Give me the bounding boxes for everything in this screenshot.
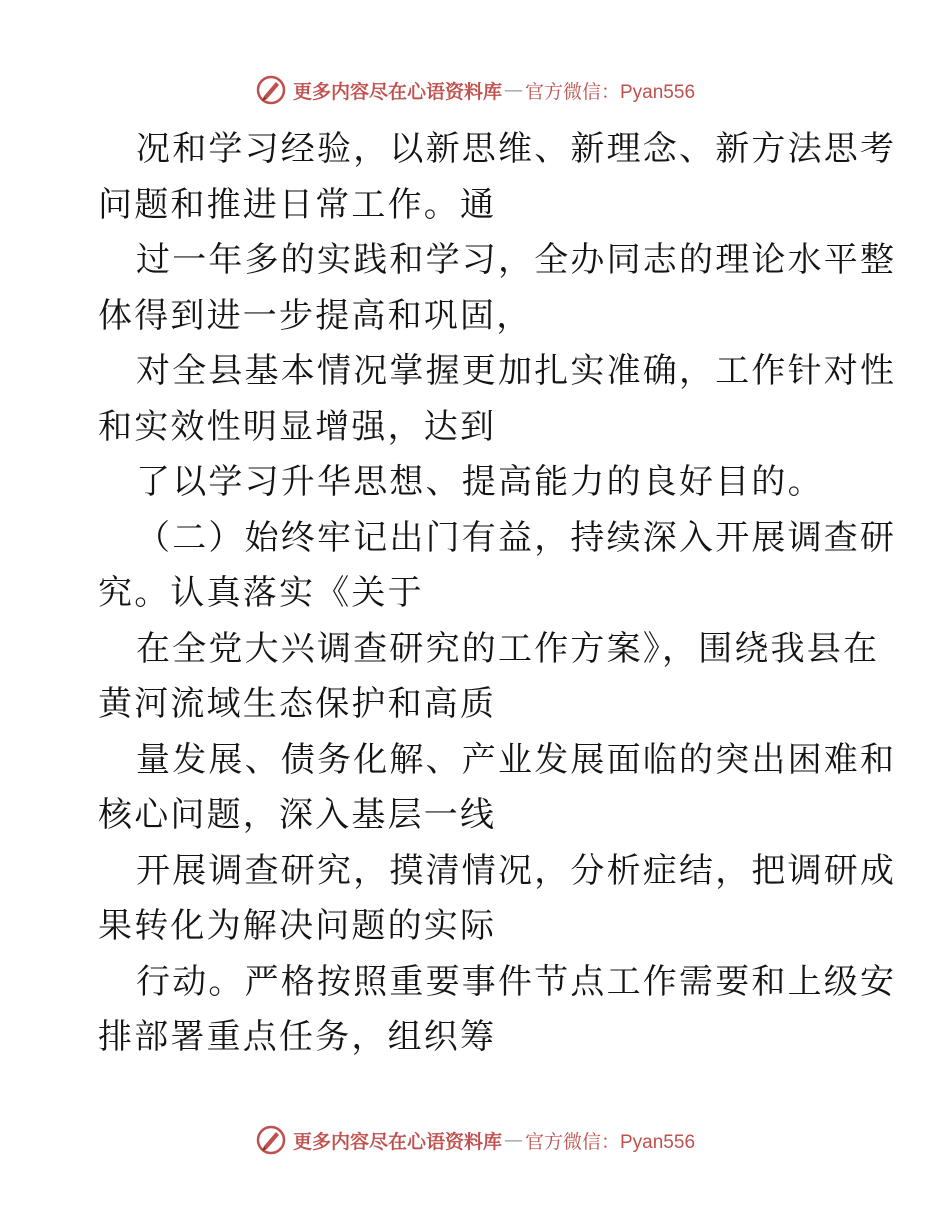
text-line: 究。认真落实《关于 <box>98 573 424 613</box>
document-body <box>98 122 897 1066</box>
paragraph <box>98 233 897 344</box>
text-line: 开展调查研究，摸清情况，分析症结，把调研成 <box>136 850 897 891</box>
text-line: 体得到进一步提高和巩固， <box>98 295 533 336</box>
paragraph <box>98 511 897 622</box>
paragraph <box>98 455 858 511</box>
watermark-sub-text: 官方微信：Pyan556 <box>525 81 696 103</box>
paragraph <box>98 844 897 955</box>
text-line: 和实效性明显增强，达到 <box>98 406 497 447</box>
text-line: 行动。严格按照重要事件节点工作需要和上级安 <box>136 961 897 1002</box>
text-line: 果转化为解决问题的实际 <box>98 906 497 946</box>
text-line: 黄河流域生态保护和高质 <box>98 684 497 724</box>
watermark-sub-text: 官方微信：Pyan556 <box>525 1131 696 1153</box>
text-line: 排部署重点任务，组织筹 <box>98 1017 497 1057</box>
paragraph <box>98 622 880 733</box>
pen-logo-icon <box>255 1124 287 1156</box>
pen-logo-icon <box>255 74 287 106</box>
text-line: 了以学习升华思想、提高能力的良好目的。 <box>136 462 824 502</box>
text-line: 在全党大兴调查研究的工作方案》，围绕我县在 <box>136 628 880 669</box>
paragraph <box>98 122 897 233</box>
paragraph <box>98 733 897 844</box>
watermark-separator: — <box>504 1129 523 1151</box>
text-line: 对全县基本情况掌握更加扎实准确，工作针对性 <box>136 351 897 391</box>
text-line: 量发展、债务化解、产业发展面临的突出困难和 <box>136 739 897 780</box>
header-watermark <box>0 70 950 110</box>
footer-watermark <box>0 1120 950 1160</box>
watermark-main-text: 更多内容尽在心语资料库 <box>292 1130 502 1153</box>
text-line: 过一年多的实践和学习，全办同志的理论水平整 <box>136 240 897 280</box>
watermark-main-text: 更多内容尽在心语资料库 <box>292 80 502 103</box>
text-line: （二）始终牢记出门有益，持续深入开展调查研 <box>136 517 897 558</box>
text-line: 核心问题，深入基层一线 <box>98 795 497 835</box>
text-line: 问题和推进日常工作。通 <box>98 184 497 225</box>
watermark-separator: — <box>504 79 523 101</box>
paragraph <box>98 955 897 1066</box>
text-line: 况和学习经验，以新思维、新理念、新方法思考 <box>136 129 897 169</box>
paragraph <box>98 344 897 455</box>
